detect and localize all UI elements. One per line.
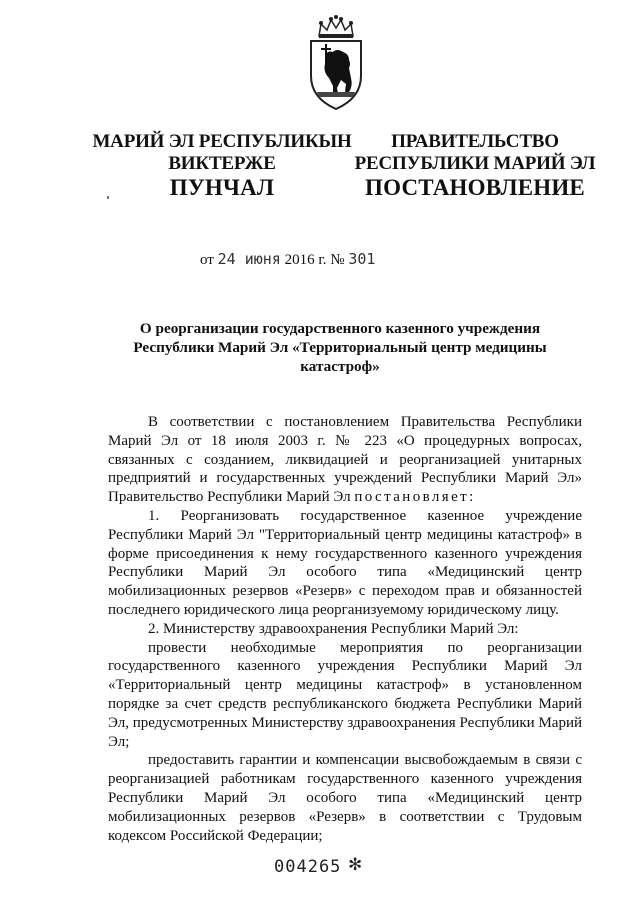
scan-speck	[107, 196, 109, 199]
document-title	[110, 319, 570, 376]
preamble-resolves: постановляет:	[354, 489, 476, 506]
date-year: 2016 г. №	[284, 252, 345, 268]
document-number: 301	[348, 250, 376, 268]
paragraph-item-2: 2. Министерству здравоохранения Республики Марий Эл:	[148, 620, 519, 637]
paragraph-preamble	[108, 413, 582, 507]
doc-type-right: ПОСТАНОВЛЕНИЕ	[365, 175, 585, 200]
title-line3: катастроф»	[300, 358, 380, 375]
header-right-line1: ПРАВИТЕЛЬСТВО	[391, 131, 559, 152]
date-value: 24 июня	[217, 250, 281, 268]
asterisk-mark-icon: ✻	[348, 855, 363, 874]
date-line	[200, 250, 600, 269]
header-right-title	[350, 131, 600, 175]
paragraph-item-2-a: провести необходимые мероприятия по реорганизации государственного казенного учреждения Республики Марий Эл «Территориальный центр медицины катастроф» в установленном порядке за счет средств республиканского бюджета Республики Марий Эл, предусмотренных Министерству здравоохранения Республики Марий Эл;	[108, 639, 583, 750]
header-right-line2: РЕСПУБЛИКИ МАРИЙ ЭЛ	[354, 153, 596, 174]
title-line1: О реорганизации государственного казенного учреждения	[139, 320, 541, 337]
title-line2: Республики Марий Эл «Территориальный центр медицины	[133, 339, 547, 356]
document-body	[108, 413, 582, 845]
form-serial-number: 004265	[274, 857, 342, 877]
date-prefix: от	[200, 252, 214, 268]
header-left-line2: ВИКТЕРЖЕ	[168, 153, 276, 174]
doc-type-left: ПУНЧАЛ	[169, 175, 275, 200]
preamble-text: В соответствии с постановлением Правительства Республики Марий Эл от 18 июля 2003 г. № 223 «О процедурных вопросах, связанных с созданием, ликвидацией и реорганизацией унитарных предприятий и государственных учреждений Республики Марий Эл» Правительство Республики Марий Эл	[108, 414, 582, 506]
coat-of-arms-bear-emblem-icon	[303, 14, 369, 112]
paragraph-item-2-b: предоставить гарантии и компенсации высвобождаемым в связи с реорганизацией работникам государственного казенного учреждения Республики Марий Эл особого типа «Медицинский центр мобилизационных резервов «Резерв» в соответствии с Трудовым кодексом Российской Федерации;	[108, 752, 582, 844]
header-left-line1: МАРИЙ ЭЛ РЕСПУБЛИКЫН	[92, 131, 352, 152]
header-left-title	[92, 131, 352, 175]
paragraph-item-1: 1. Реорганизовать государственное казенное учреждение Республики Марий Эл "Территориальный центр медицины катастроф» в форме присоединения к нему государственного казенного учреждения Республики Марий Эл особого типа «Медицинский центр мобилизационных резервов «Резерв» с переходом прав и обязанностей последнего юридического лица реорганизуемому юридическому лицу.	[108, 507, 582, 618]
